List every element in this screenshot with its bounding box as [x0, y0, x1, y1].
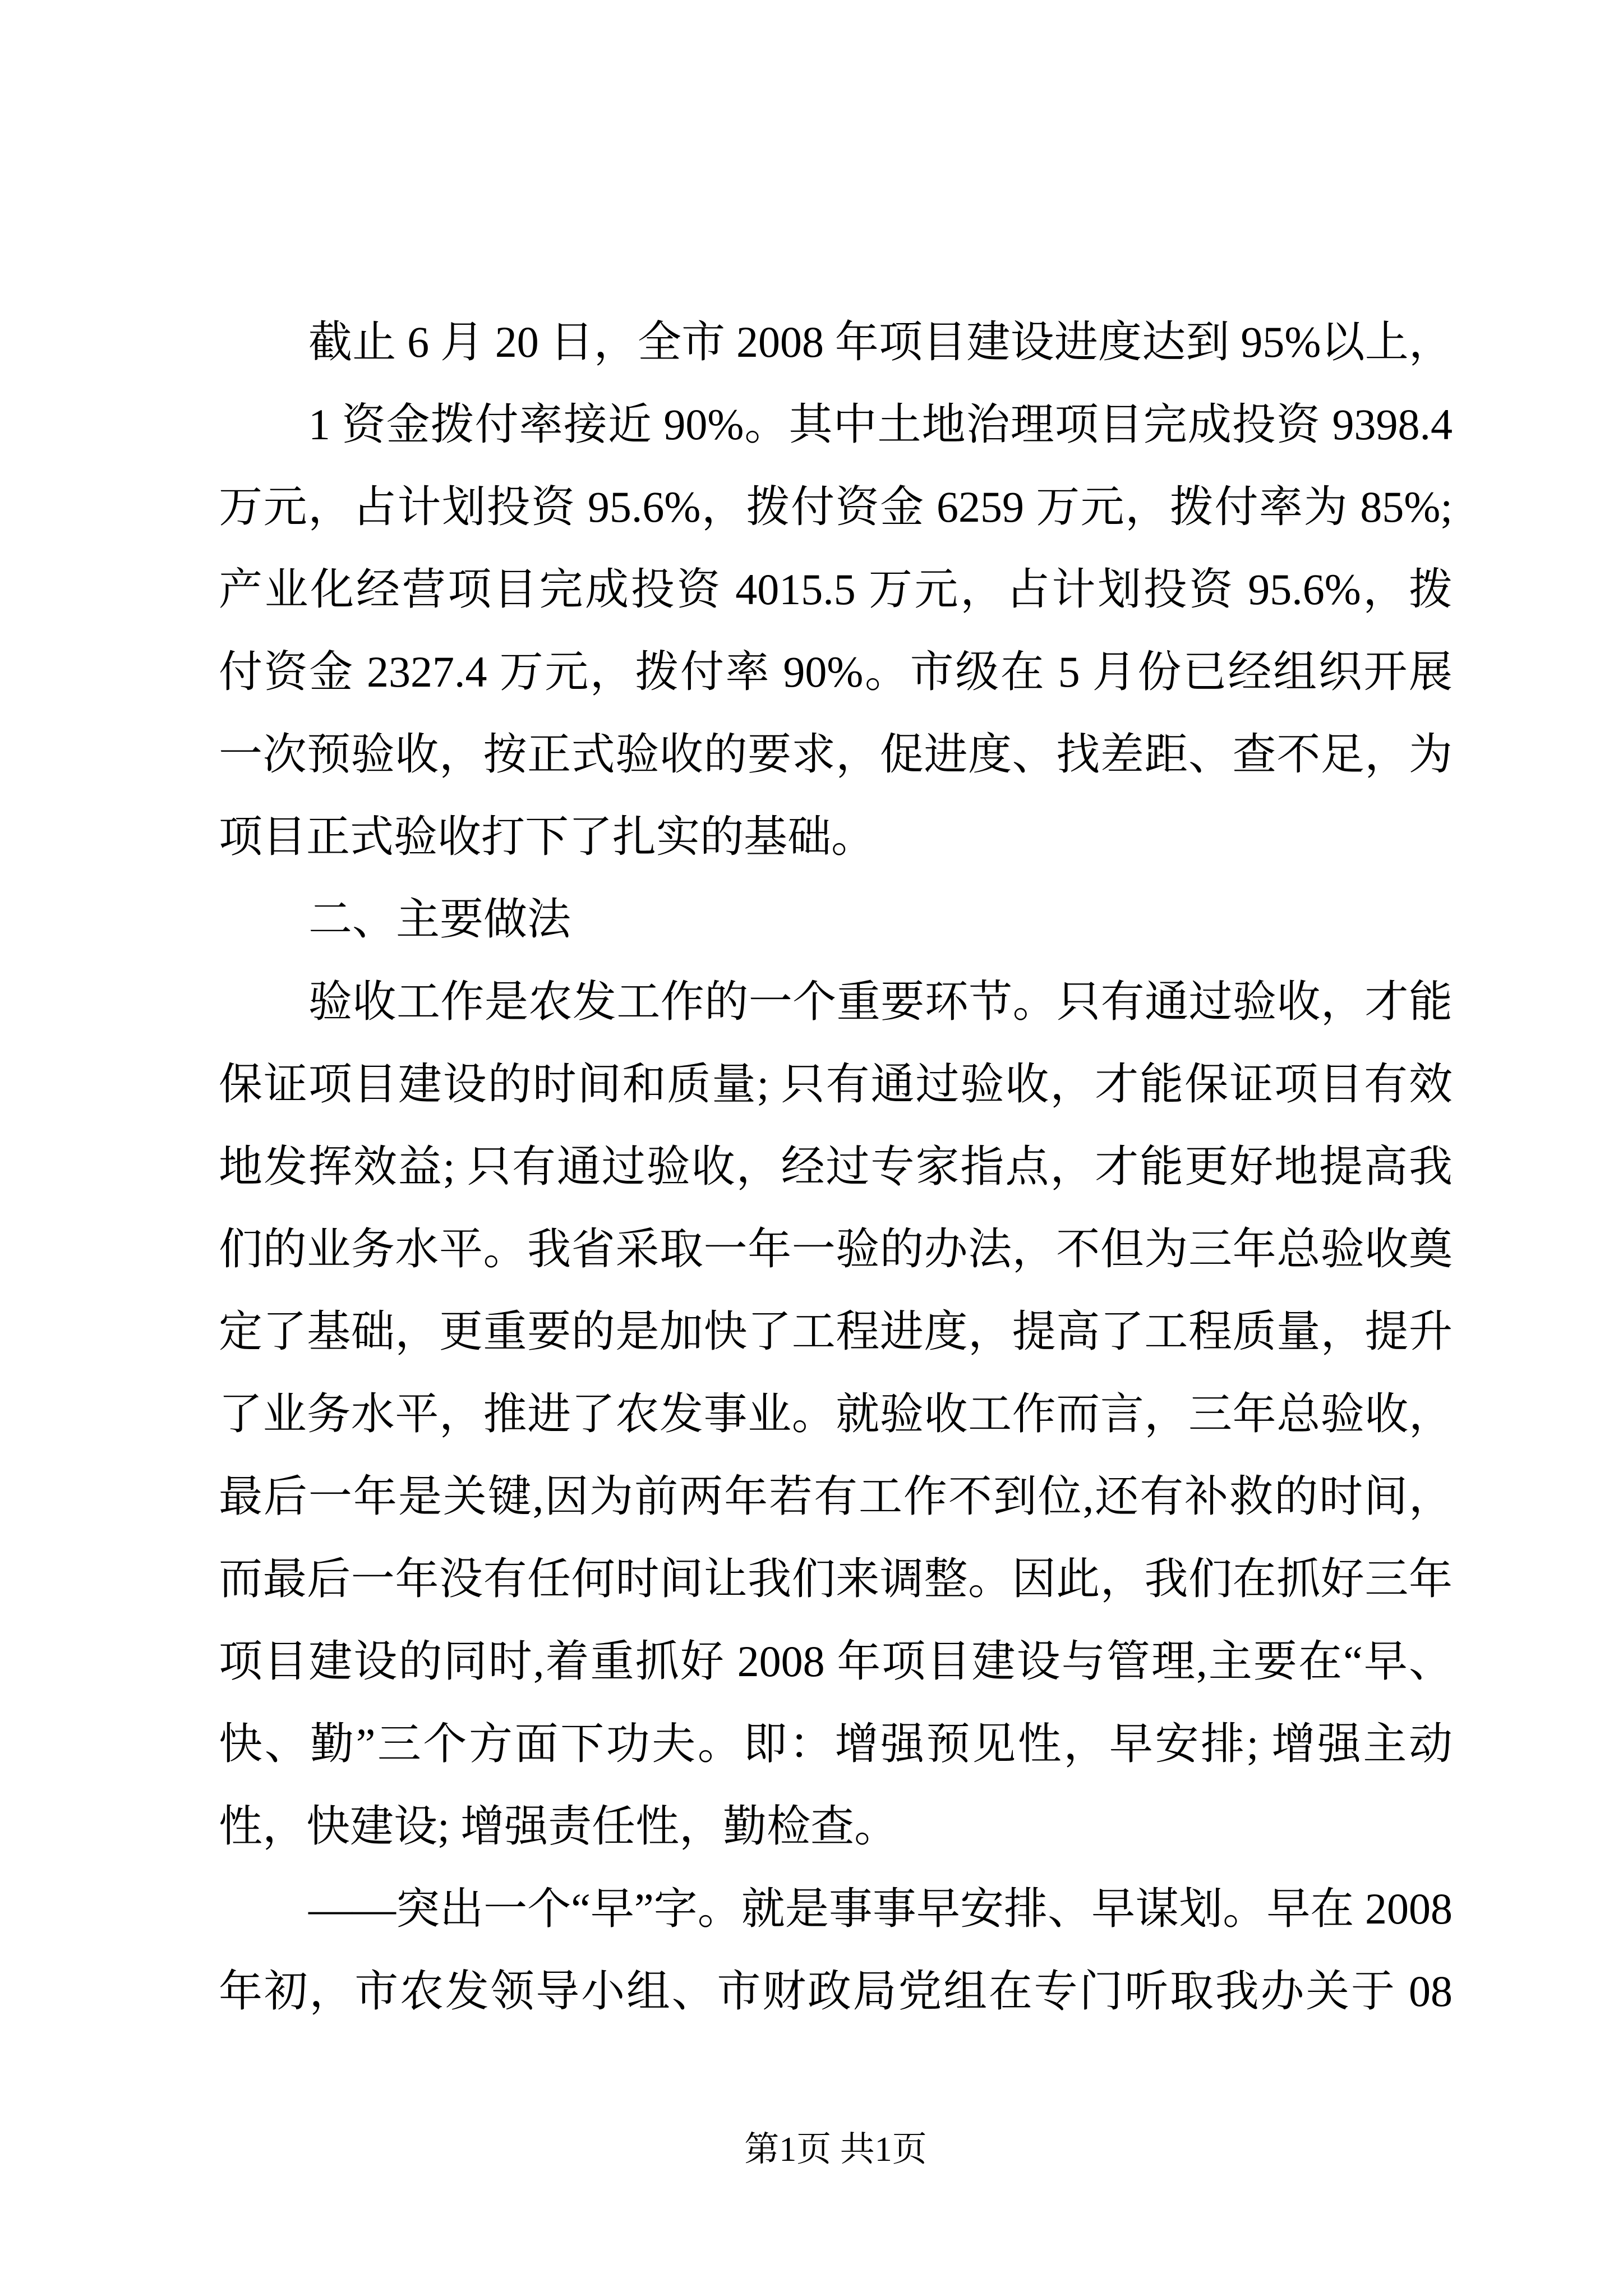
text-line: 年初，市农发领导小组、市财政局党组在专门听取我办关于 08	[219, 1967, 1453, 2016]
text-line: ——突出一个“早”字。就是事事早安排、早谋划。早在 2008	[308, 1884, 1453, 1933]
text-line: 付资金 2327.4 万元，拨付率 90%。市级在 5 月份已经组织开展	[219, 647, 1453, 696]
text-line: 项目建设的同时,着重抓好 2008 年项目建设与管理,主要在“早、	[219, 1637, 1453, 1686]
text-line: 产业化经营项目完成投资 4015.5 万元，占计划投资 95.6%，拨	[219, 565, 1453, 614]
page-number: 第1页 共1页	[744, 2131, 927, 2169]
text-line: 最后一年是关键,因为前两年若有工作不到位,还有补救的时间，	[219, 1472, 1453, 1521]
text-line: 地发挥效益; 只有通过验收，经过专家指点，才能更好地提高我	[219, 1142, 1453, 1191]
text-line: 们的业务水平。我省采取一年一验的办法，不但为三年总验收奠	[219, 1225, 1453, 1273]
text-line: 了业务水平，推进了农发事业。就验收工作而言，三年总验收，	[219, 1389, 1453, 1438]
page-footer	[219, 2126, 1453, 2173]
text-line: 而最后一年没有任何时间让我们来调整。因此，我们在抓好三年	[219, 1554, 1453, 1603]
text-line: 快、勤”三个方面下功夫。即：增强预见性，早安排; 增强主动	[219, 1719, 1453, 1768]
text-line: 截止 6 月 20 日，全市 2008 年项目建设进度达到 95%以上，	[308, 318, 1453, 366]
text-line: 验收工作是农发工作的一个重要环节。只有通过验收，才能	[308, 977, 1453, 1026]
text-line: 项目正式验收打下了扎实的基础。	[219, 812, 875, 861]
text-line: 一次预验收，按正式验收的要求，促进度、找差距、查不足，为	[219, 730, 1453, 779]
section-heading: 二、主要做法	[308, 895, 571, 944]
text-line: 万元，占计划投资 95.6%，拨付资金 6259 万元，拨付率为 85%;	[219, 482, 1453, 531]
text-line: 定了基础，更重要的是加快了工程进度，提高了工程质量，提升	[219, 1307, 1453, 1356]
text-line: 性，快建设; 增强责任性，勤检查。	[219, 1802, 898, 1851]
text-line: 1 资金拨付率接近 90%。其中土地治理项目完成投资 9398.4	[308, 400, 1453, 449]
body-text	[219, 301, 1453, 2032]
text-line: 保证项目建设的时间和质量; 只有通过验收，才能保证项目有效	[219, 1060, 1453, 1108]
